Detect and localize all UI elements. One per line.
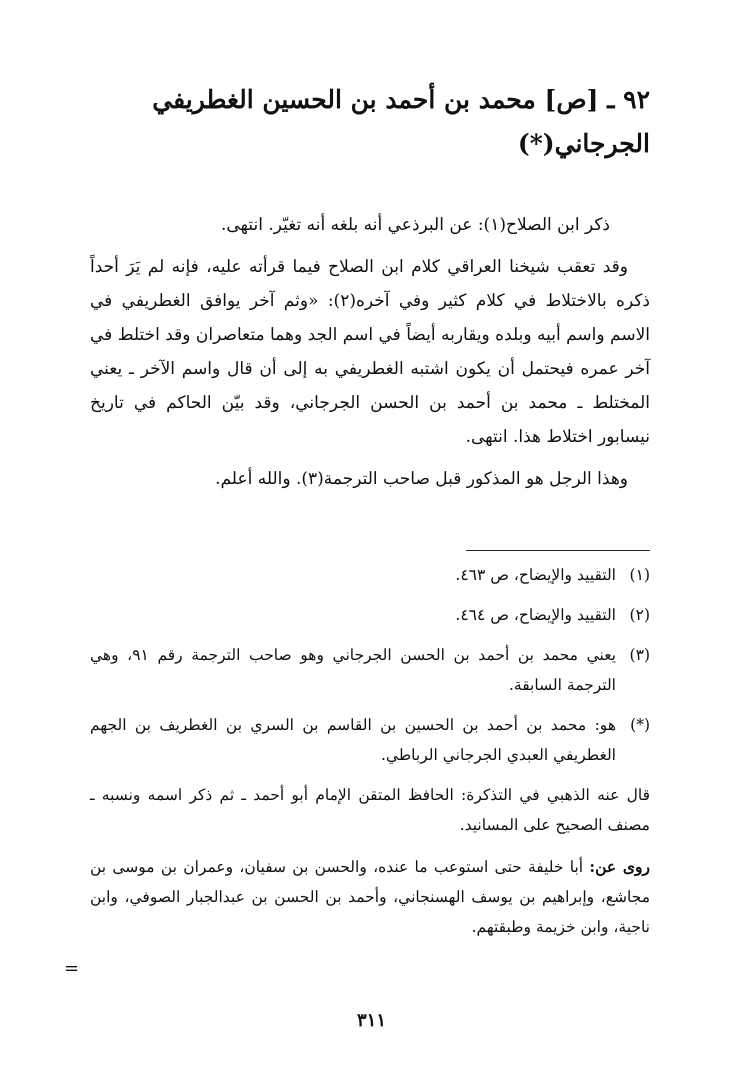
- body-paragraph-3: وهذا الرجل هو المذكور قبل صاحب الترجمة(٣). والله أعلم.: [215, 469, 628, 489]
- footnote-star: [90, 710, 650, 770]
- body-paragraph-2: وقد تعقب شيخنا العراقي كلام ابن الصلاح فيما قرأته عليه، فإنه لم يَرَ أحداً ذكره بالاختلاط في كلام كثير وفي آخره(٢): «وثم آخر يوافق الغطريفي في الاسم واسم أبيه وبلده ويقاربه أيضاً في اسم الجد وهما متعاصران وقد اختلط في آخر عمره فيحتمل أن يكون اشتبه الغطريفي به إلى أن قال واسم الآخر ـ يعني المختلط ـ محمد بن أحمد بن الحسن الجرجاني، وقد بيّن الحاكم في تاريخ نيسابور اختلاط هذا. انتهى.: [90, 257, 650, 447]
- footnote-narrators: [90, 852, 650, 942]
- footnotes: [90, 560, 650, 954]
- margin-mark: =: [64, 958, 80, 979]
- footnote-star-text: هو: محمد بن أحمد بن الحسين بن القاسم بن السري بن الغطريف بن الجهم الغطريفي العبدي الجرجاني الرباطي.: [90, 716, 616, 764]
- entry-heading: [90, 78, 650, 166]
- footnote-1-number: (١): [629, 566, 650, 584]
- footnote-3-number: (٣): [629, 646, 650, 664]
- body-paragraph-1: ذكر ابن الصلاح(١): عن البرذعي أنه بلغه أنه تغيّر. انتهى.: [220, 215, 610, 235]
- footnote-2: [90, 600, 650, 630]
- heading-line-2: الجرجاني(*): [517, 129, 650, 158]
- footnote-2-text: التقييد والإيضاح، ص ٤٦٤.: [455, 606, 616, 624]
- footnote-dhahabi: قال عنه الذهبي في التذكرة: الحافظ المتقن الإمام أبو أحمد ـ ثم ذكر اسمه ونسبه ـ مصنف الصحيح على المسانيد.: [90, 786, 650, 834]
- footnote-separator: [466, 550, 650, 551]
- footnote-star-number: (*): [630, 716, 650, 734]
- entry-body: [90, 208, 650, 504]
- footnote-3-text: يعني محمد بن أحمد بن الحسن الجرجاني وهو صاحب الترجمة رقم ٩١، وهي الترجمة السابقة.: [90, 646, 616, 694]
- footnote-1: [90, 560, 650, 590]
- page-number: ٣١١: [356, 1010, 386, 1031]
- narrators-text: أبا خليفة حتى استوعب ما عنده، والحسن بن سفيان، وعمران بن موسى بن مجاشع، وإبراهيم بن يوسف الهسنجاني، وأحمد بن الحسن بن عبدالجبار الصوفي، وابن ناجية، وابن خزيمة وطبقتهم.: [90, 858, 650, 936]
- footnote-1-text: التقييد والإيضاح، ص ٤٦٣.: [455, 566, 616, 584]
- narrators-lead: روى عن:: [589, 857, 650, 876]
- heading-line-1: ٩٢ ـ [ص] محمد بن أحمد بن الحسين الغطريفي: [152, 85, 650, 114]
- footnote-2-number: (٢): [629, 606, 650, 624]
- footnote-3: [90, 640, 650, 700]
